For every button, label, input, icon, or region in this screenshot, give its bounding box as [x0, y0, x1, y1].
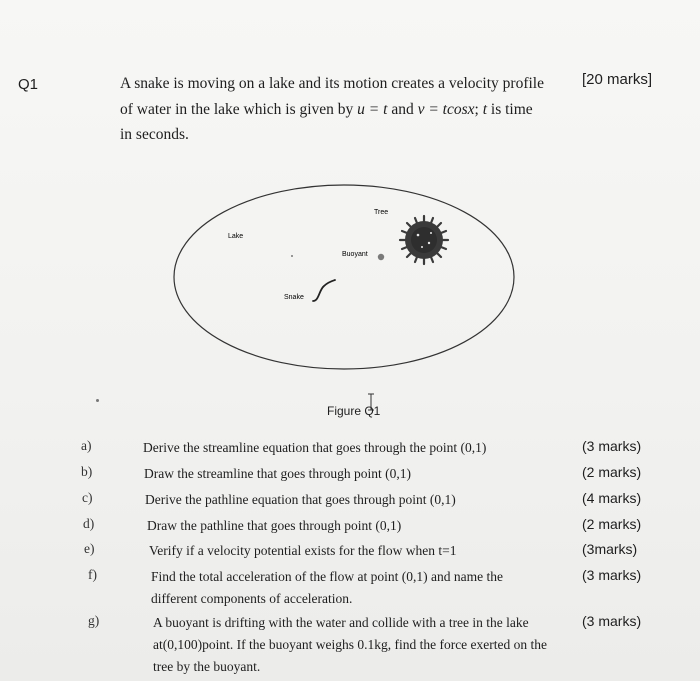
lake-figure — [172, 180, 517, 375]
stray-mark — [96, 399, 99, 402]
question-number: Q1 — [18, 76, 39, 93]
intro-text: and — [387, 100, 418, 118]
lake-diagram — [172, 180, 517, 375]
part-marks: (3marks) — [582, 541, 638, 557]
intro-text: of water in the lake which is given by — [120, 100, 358, 118]
intro-text: ; — [474, 100, 483, 118]
snake-label: Snake — [284, 294, 304, 301]
intro-line-3: in seconds. — [120, 126, 189, 143]
lake-label: Lake — [228, 233, 244, 240]
part-text: Verify if a velocity potential exists for the flow when t=1 — [149, 543, 457, 558]
equation-v: v = tcosx — [417, 100, 475, 118]
buoyant-icon — [378, 254, 384, 260]
part-label: c) — [82, 490, 93, 505]
tree-label: Tree — [374, 209, 389, 216]
total-marks: [20 marks] — [582, 71, 653, 88]
variable-t: t — [482, 100, 488, 118]
part-text: Derive the pathline equation that goes through point (0,1) — [145, 492, 456, 507]
snake-icon — [313, 280, 335, 301]
part-text: A buoyant is drifting with the water and collide with a tree in the lake at(0,100)point. If the buoyant weighs 0.1kg, find the force exerted on the tree by the buoyant. — [153, 615, 548, 674]
part-marks: (4 marks) — [582, 490, 642, 506]
part-label: b) — [81, 464, 93, 479]
part-label: f) — [88, 567, 97, 582]
part-label: e) — [84, 541, 95, 556]
intro-text: is time — [487, 100, 533, 118]
part-text: Draw the streamline that goes through point (0,1) — [144, 466, 411, 481]
lake-outline — [174, 185, 514, 369]
part-text: Find the total acceleration of the flow at point (0,1) and name the different components of acceleration. — [151, 569, 504, 606]
tree-icon — [400, 216, 448, 264]
part-label: d) — [83, 516, 95, 531]
part-marks: (3 marks) — [582, 613, 642, 629]
question-intro — [120, 71, 580, 148]
intro-line-2 — [120, 97, 580, 123]
figure-caption: Figure Q1 — [327, 404, 381, 418]
part-text: Derive the streamline equation that goes through the point (0,1) — [143, 440, 487, 455]
part-marks: (3 marks) — [582, 438, 642, 454]
part-label: g) — [88, 613, 100, 628]
equation-u: u = t — [357, 100, 388, 118]
part-label: a) — [81, 438, 92, 453]
marker-dot — [291, 255, 293, 257]
part-text: Draw the pathline that goes through point (0,1) — [147, 518, 402, 533]
buoyant-label: Buoyant — [342, 251, 368, 258]
part-marks: (3 marks) — [582, 567, 642, 583]
intro-line-1: A snake is moving on a lake and its motion creates a velocity profile — [120, 75, 544, 92]
part-marks: (2 marks) — [582, 516, 642, 532]
part-marks: (2 marks) — [582, 464, 642, 480]
